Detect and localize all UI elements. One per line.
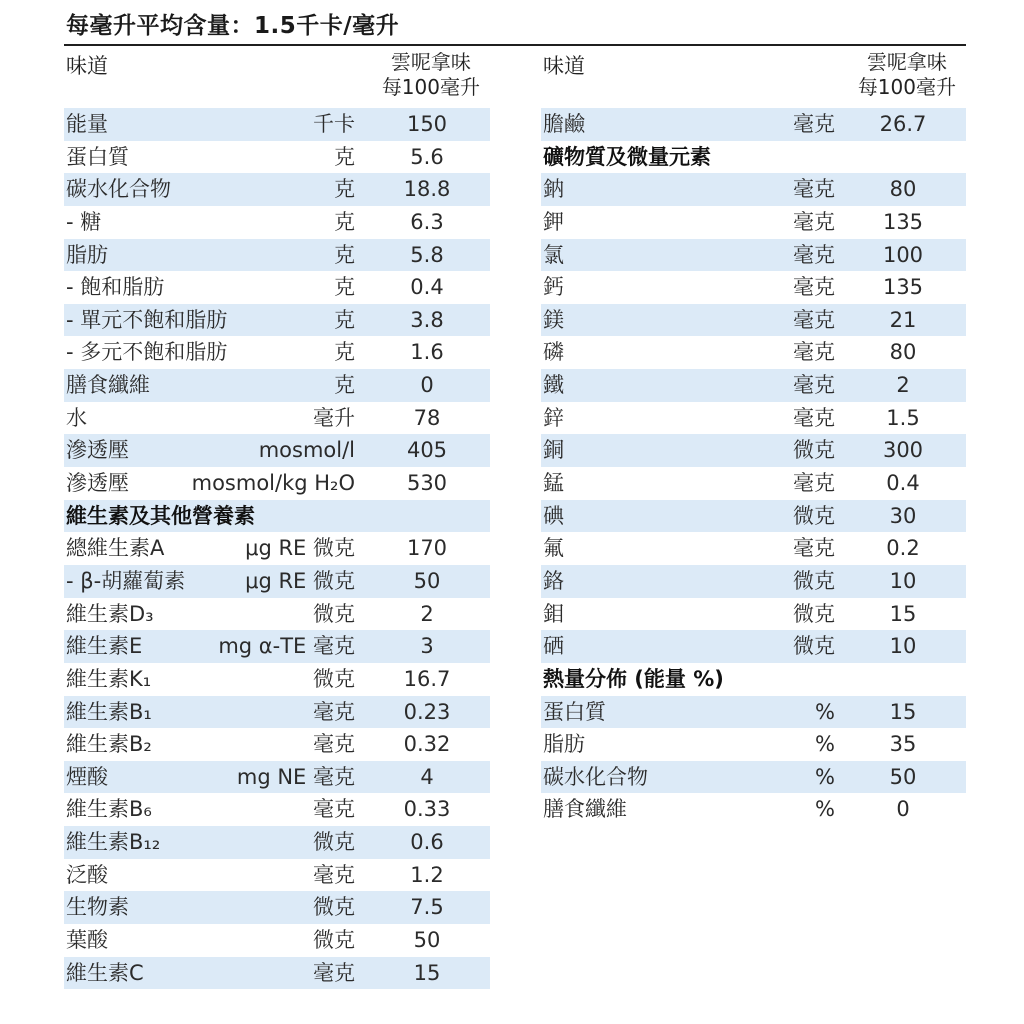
table-row [541,304,966,337]
nutrient-name: 水 [66,405,87,430]
section-title: 熱量分佈 (能量 %) [543,666,724,691]
table-row [541,239,966,272]
nutrient-value: 50 [889,764,917,789]
nutrient-unit: 克 [334,373,355,398]
nutrient-unit: 毫克 [793,209,835,234]
nutrient-unit: 毫克 [793,177,835,202]
nutrient-value: 0.32 [403,732,451,757]
section-header [541,663,966,696]
table-row [64,402,490,435]
nutrient-unit: 克 [334,209,355,234]
nutrient-value: 18.8 [403,177,451,202]
nutrient-name: 蛋白質 [543,699,606,724]
nutrient-value: 15 [413,960,441,985]
nutrient-value: 0.4 [410,275,444,300]
nutrient-value: 170 [406,536,448,561]
table-row [541,206,966,239]
nutrient-unit: 毫克 [313,797,355,822]
nutrient-value: 135 [882,209,924,234]
nutrient-value: 80 [889,177,917,202]
table-row [64,826,490,859]
table-row [64,793,490,826]
nutrient-name: - 糖 [66,209,102,234]
nutrient-value: 3 [420,634,434,659]
nutrient-unit: 微克 [313,830,355,855]
nutrient-unit: 千卡 [313,112,355,136]
nutrient-value: 1.2 [410,862,444,887]
table-row [64,565,490,598]
nutrient-value: 15 [889,601,917,626]
nutrient-unit: 毫克 [313,862,355,887]
product-flavor-name: 雲呢拿味 [390,50,471,74]
nutrient-unit: 微克 [793,503,835,528]
table-row [64,728,490,761]
nutrient-name: 氟 [543,536,564,561]
nutrient-value: 0.4 [886,471,920,496]
nutrient-unit: μg RE 微克 [245,536,355,561]
nutrient-unit: 微克 [793,568,835,593]
flavor-label: 味道 [543,54,585,78]
nutrient-name: 鉀 [543,209,564,234]
table-row [541,500,966,533]
nutrient-name: 維生素K₁ [66,666,152,691]
product-header [858,50,956,100]
column-header-right [541,46,966,108]
nutrient-name: 泛酸 [66,862,108,887]
nutrition-table-left [64,46,490,989]
nutrient-name: 鎂 [543,307,564,332]
nutrient-name: 維生素B₁₂ [66,830,161,855]
nutrient-value: 0 [420,373,434,398]
nutrient-value: 3.8 [410,307,444,332]
section-header [64,500,490,533]
nutrient-value: 530 [406,471,448,496]
table-row [64,924,490,957]
nutrient-name: 維生素B₂ [66,732,152,757]
table-row [64,891,490,924]
nutrient-name: 氯 [543,242,564,267]
nutrient-value: 10 [889,634,917,659]
nutrient-name: 膽鹼 [543,112,585,136]
nutrient-value: 150 [406,112,448,136]
nutrient-value: 50 [413,928,441,953]
table-row [541,108,966,141]
table-row [64,696,490,729]
nutrient-name: 葉酸 [66,928,108,953]
nutrient-unit: 毫克 [793,275,835,300]
nutrient-value: 2 [420,601,434,626]
nutrient-name: 脂肪 [66,242,108,267]
nutrient-name: 碳水化合物 [543,764,648,789]
nutrient-value: 16.7 [403,666,451,691]
nutrient-unit: % [815,699,835,724]
nutrient-value: 35 [889,732,917,757]
nutrition-table-right [541,46,966,826]
nutrient-value: 10 [889,568,917,593]
nutrient-unit: 毫克 [313,960,355,985]
product-flavor-name: 雲呢拿味 [866,50,947,74]
table-row [64,859,490,892]
nutrient-unit: mg α-TE 毫克 [218,634,355,659]
nutrient-value: 0.33 [403,797,451,822]
table-row [64,173,490,206]
table-row [541,761,966,794]
nutrient-name: 維生素D₃ [66,601,154,626]
nutrient-unit: 克 [334,144,355,169]
nutrient-unit: 毫克 [313,699,355,724]
nutrient-unit: % [815,764,835,789]
nutrient-name: 碳水化合物 [66,177,171,202]
table-row [64,532,490,565]
nutrient-value: 6.3 [410,209,444,234]
nutrient-unit: % [815,797,835,822]
nutrient-value: 26.7 [879,112,927,136]
table-row [541,336,966,369]
nutrient-name: 錳 [543,471,564,496]
per-100ml-label: 每100毫升 [857,75,956,99]
nutrient-name: 膳食纖維 [543,797,627,822]
table-body-right [541,108,966,826]
table-row [64,369,490,402]
table-row [64,467,490,500]
nutrient-unit: 微克 [793,438,835,463]
nutrient-unit: 克 [334,307,355,332]
nutrient-value: 100 [882,242,924,267]
nutrient-unit: % [815,732,835,757]
table-row [64,957,490,990]
nutrient-name: 碘 [543,503,564,528]
nutrient-unit: 毫克 [793,242,835,267]
table-row [541,532,966,565]
table-row [541,173,966,206]
nutrient-unit: 毫克 [793,405,835,430]
nutrient-name: - 單元不飽和脂肪 [66,307,228,332]
per-100ml-label: 每100毫升 [381,75,480,99]
nutrient-unit: mosmol/kg H₂O [191,471,355,496]
table-row [541,728,966,761]
nutrient-value: 5.6 [410,144,444,169]
nutrient-name: 維生素B₆ [66,797,152,822]
table-row [541,696,966,729]
nutrient-unit: mg NE 毫克 [236,764,355,789]
nutrient-name: 脂肪 [543,732,585,757]
table-row [541,565,966,598]
nutrient-value: 80 [889,340,917,365]
nutrient-unit: 微克 [313,928,355,953]
nutrient-unit: 微克 [793,601,835,626]
nutrient-value: 405 [406,438,448,463]
nutrient-value: 78 [413,405,441,430]
nutrient-name: 維生素E [66,634,143,659]
nutrient-value: 1.5 [886,405,920,430]
page-title: 每毫升平均含量：1.5千卡/毫升 [66,13,400,39]
nutrient-value: 0.23 [403,699,451,724]
table-row [64,761,490,794]
nutrient-unit: 毫升 [313,405,355,430]
table-row [541,793,966,826]
nutrient-name: - 多元不飽和脂肪 [66,340,228,365]
nutrient-value: 135 [882,275,924,300]
nutrient-name: 鐵 [543,373,564,398]
nutrient-value: 0.2 [886,536,920,561]
nutrient-unit: 克 [334,340,355,365]
nutrient-name: 滲透壓 [66,438,129,463]
nutrient-value: 15 [889,699,917,724]
nutrient-unit: μg RE 微克 [245,568,355,593]
table-row [64,663,490,696]
nutrient-value: 50 [413,568,441,593]
table-row [64,108,490,141]
nutrient-value: 1.6 [410,340,444,365]
nutrient-value: 30 [889,503,917,528]
nutrient-name: 維生素B₁ [66,699,152,724]
table-row [541,271,966,304]
nutrient-name: 維生素C [66,960,144,985]
table-row [64,336,490,369]
table-row [64,239,490,272]
nutrient-name: 煙酸 [66,764,108,789]
column-header-left [64,46,490,108]
table-row [64,141,490,174]
nutrient-name: 生物素 [66,895,129,920]
nutrient-unit: 克 [334,242,355,267]
nutrient-name: 鋅 [543,405,564,430]
nutrient-value: 2 [896,373,910,398]
nutrient-unit: 毫克 [793,536,835,561]
nutrient-name: 硒 [543,634,564,659]
table-row [541,402,966,435]
nutrient-unit: 毫克 [793,307,835,332]
table-row [541,369,966,402]
nutrient-value: 21 [889,307,917,332]
nutrient-unit: 毫克 [313,732,355,757]
nutrient-unit: 微克 [313,601,355,626]
nutrient-unit: 毫克 [793,373,835,398]
section-title: 礦物質及微量元素 [543,144,711,169]
nutrient-name: 磷 [543,340,564,365]
nutrient-name: - β-胡蘿蔔素 [66,568,186,593]
nutrient-name: 銅 [543,438,564,463]
table-row [64,206,490,239]
nutrient-value: 4 [420,764,434,789]
table-row [541,630,966,663]
nutrient-name: 膳食纖維 [66,373,150,398]
nutrient-unit: 微克 [313,895,355,920]
section-title: 維生素及其他營養素 [66,503,255,528]
table-row [541,598,966,631]
nutrient-name: 能量 [66,112,108,136]
product-header [382,50,480,100]
nutrient-name: - 飽和脂肪 [66,275,165,300]
nutrient-value: 300 [882,438,924,463]
table-row [64,630,490,663]
nutrient-unit: 毫克 [793,112,835,136]
nutrient-name: 鈣 [543,275,564,300]
table-row [64,598,490,631]
nutrient-name: 鉻 [543,568,564,593]
table-row [541,434,966,467]
nutrient-name: 滲透壓 [66,471,129,496]
nutrient-unit: mosmol/l [258,438,355,463]
nutrient-unit: 微克 [793,634,835,659]
table-row [64,434,490,467]
nutrient-value: 7.5 [410,895,444,920]
nutrient-name: 蛋白質 [66,144,129,169]
nutrient-name: 鉬 [543,601,564,626]
nutrient-unit: 克 [334,275,355,300]
table-row [64,304,490,337]
nutrient-unit: 毫克 [793,471,835,496]
nutrient-value: 0.6 [410,830,444,855]
nutrient-unit: 毫克 [793,340,835,365]
nutrient-unit: 克 [334,177,355,202]
nutrient-value: 0 [896,797,910,822]
nutrient-name: 總維生素A [66,536,165,561]
table-row [541,467,966,500]
nutrient-unit: 微克 [313,666,355,691]
table-body-left [64,108,490,989]
flavor-label: 味道 [66,54,108,78]
nutrient-value: 5.8 [410,242,444,267]
nutrient-name: 鈉 [543,177,564,202]
section-header [541,141,966,174]
table-row [64,271,490,304]
